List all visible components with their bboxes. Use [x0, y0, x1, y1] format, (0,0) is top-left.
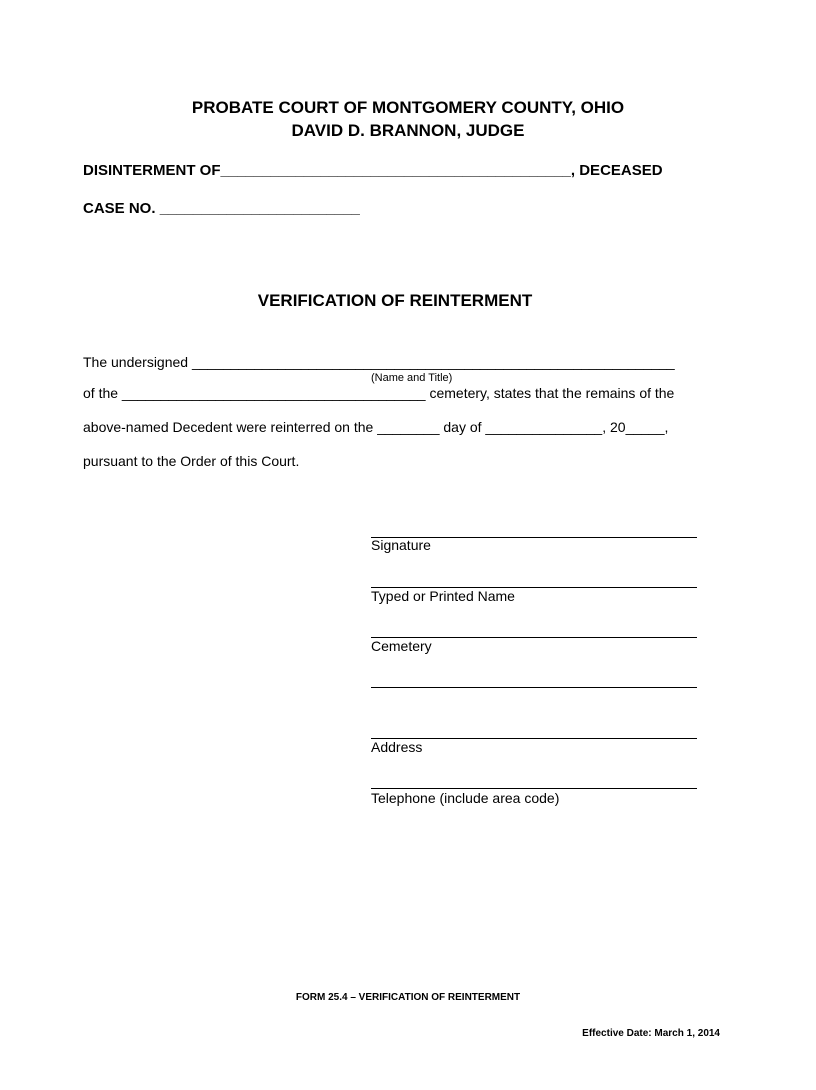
- deceased-label: , DECEASED: [570, 162, 663, 179]
- document-title: VERIFICATION OF REINTERMENT: [257, 291, 533, 310]
- form-number: FORM 25.4 – VERIFICATION OF REINTERMENT: [295, 992, 521, 1003]
- name-and-title-caption: (Name and Title): [371, 372, 453, 384]
- day-of-label: day of: [443, 419, 482, 435]
- case-number-line: [83, 200, 360, 217]
- address-label: Address: [371, 739, 423, 755]
- body-line-cemetery: [83, 385, 674, 401]
- cemetery-statement: cemetery, states that the remains of the: [429, 385, 675, 401]
- name-and-title-field[interactable]: ______________________________________________________________: [191, 354, 675, 370]
- decedent-name-field[interactable]: __________________________________________: [220, 162, 571, 179]
- day-field[interactable]: ________: [377, 419, 440, 435]
- printed-name-label: Typed or Printed Name: [371, 588, 515, 604]
- of-the-label: of the: [83, 385, 119, 401]
- case-number-label: CASE NO.: [83, 200, 156, 217]
- cemetery-label: Cemetery: [371, 638, 432, 654]
- date-comma: ,: [664, 419, 669, 435]
- year-field[interactable]: _____: [625, 419, 665, 435]
- disinterment-line: [83, 162, 663, 179]
- body-line-undersigned: [83, 354, 675, 370]
- case-number-field[interactable]: ________________________: [159, 200, 360, 217]
- disinterment-label: DISINTERMENT OF: [83, 162, 221, 179]
- year-prefix: , 20: [602, 419, 626, 435]
- court-name: PROBATE COURT OF MONTGOMERY COUNTY, OHIO: [191, 98, 625, 117]
- cemetery-line-2-field[interactable]: [371, 687, 697, 688]
- effective-date: Effective Date: March 1, 2014: [582, 1028, 720, 1039]
- body-line-order: pursuant to the Order of this Court.: [83, 453, 300, 469]
- reinterred-label: above-named Decedent were reinterred on the: [83, 419, 374, 435]
- body-line-date: [83, 419, 668, 435]
- cemetery-name-field[interactable]: _______________________________________: [121, 385, 426, 401]
- month-field[interactable]: _______________: [485, 419, 603, 435]
- telephone-label: Telephone (include area code): [371, 790, 560, 806]
- telephone-field[interactable]: [371, 788, 697, 789]
- undersigned-label: The undersigned: [83, 354, 189, 370]
- signature-label: Signature: [371, 537, 431, 553]
- judge-name: DAVID D. BRANNON, JUDGE: [291, 121, 525, 140]
